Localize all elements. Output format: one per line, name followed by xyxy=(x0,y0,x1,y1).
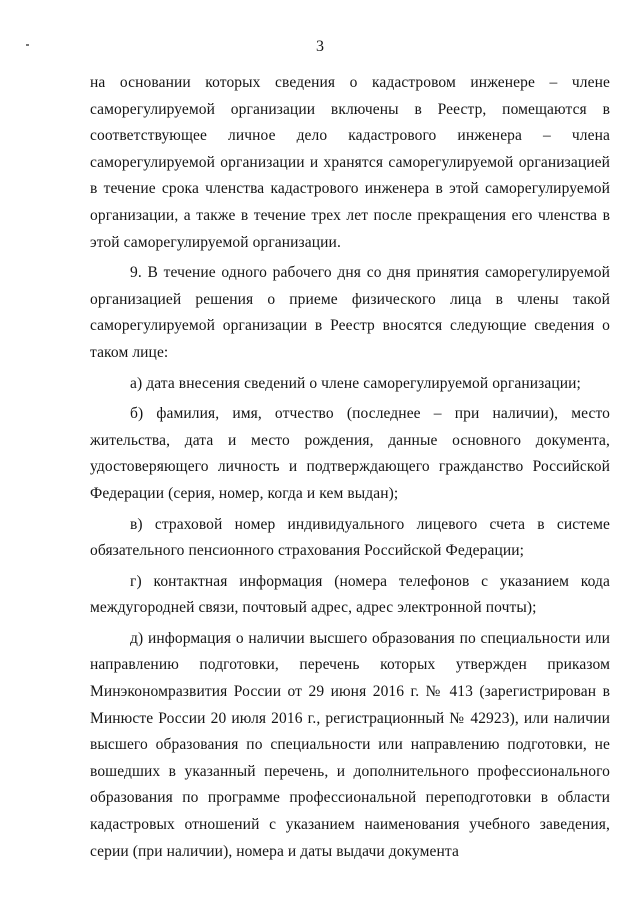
page-number: 3 xyxy=(316,38,324,55)
paragraph-subitem-a: а) дата внесения сведений о члене саморегулируемой организации; xyxy=(130,374,581,392)
paragraph-subitem-d: д) информация о наличии высшего образования по специальности или направлению подготовки, перечень которых утвержден приказом Минэкономразвития России от 29 июня 2016 г. № 413 (зарегистрирован в Минюсте России 20 июля 2016 г., регистрационный № 42923), или наличии высшего образования по специальности или направлению подготовки, не вошедших в указанный перечень, и дополнительного профессионального образования по программе профессиональной переподготовки в области кадастровых отношений с указанием наименования учебного заведения, серии (при наличии), номера и даты выдачи документа xyxy=(90,629,610,860)
paragraph-subitem-g: г) контактная информация (номера телефонов с указанием кода междугородней связи, почтовый адрес, адрес электронной почты); xyxy=(90,572,610,617)
paragraph-item-9: 9. В течение одного рабочего дня со дня принятия саморегулируемой организацией решения о приеме физического лица в члены такой саморегулируемой организации в Реестр вносятся следующие сведения о таком лице: xyxy=(90,264,610,361)
paragraph-subitem-v: в) страховой номер индивидуального лицевого счета в системе обязательного пенсионного страхования Российской Федерации; xyxy=(90,515,610,560)
document-body xyxy=(90,70,610,865)
paragraph-subitem-b: б) фамилия, имя, отчество (последнее – при наличии), место жительства, дата и место рождения, данные основного документа, удостоверяющего личность и подтверждающего гражданство Российской Федерации (серия, номер, когда и кем выдан); xyxy=(90,405,610,502)
paragraph-continuation: на основании которых сведения о кадастровом инженере – члене саморегулируемой организации включены в Реестр, помещаются в соответствующее личное дело кадастрового инженера – члена саморегулируемой организации и хранятся саморегулируемой организацией в течение срока членства кадастрового инженера в этой саморегулируемой организации, а также в течение трех лет после прекращения его членства в этой саморегулируемой организации. xyxy=(90,74,610,251)
